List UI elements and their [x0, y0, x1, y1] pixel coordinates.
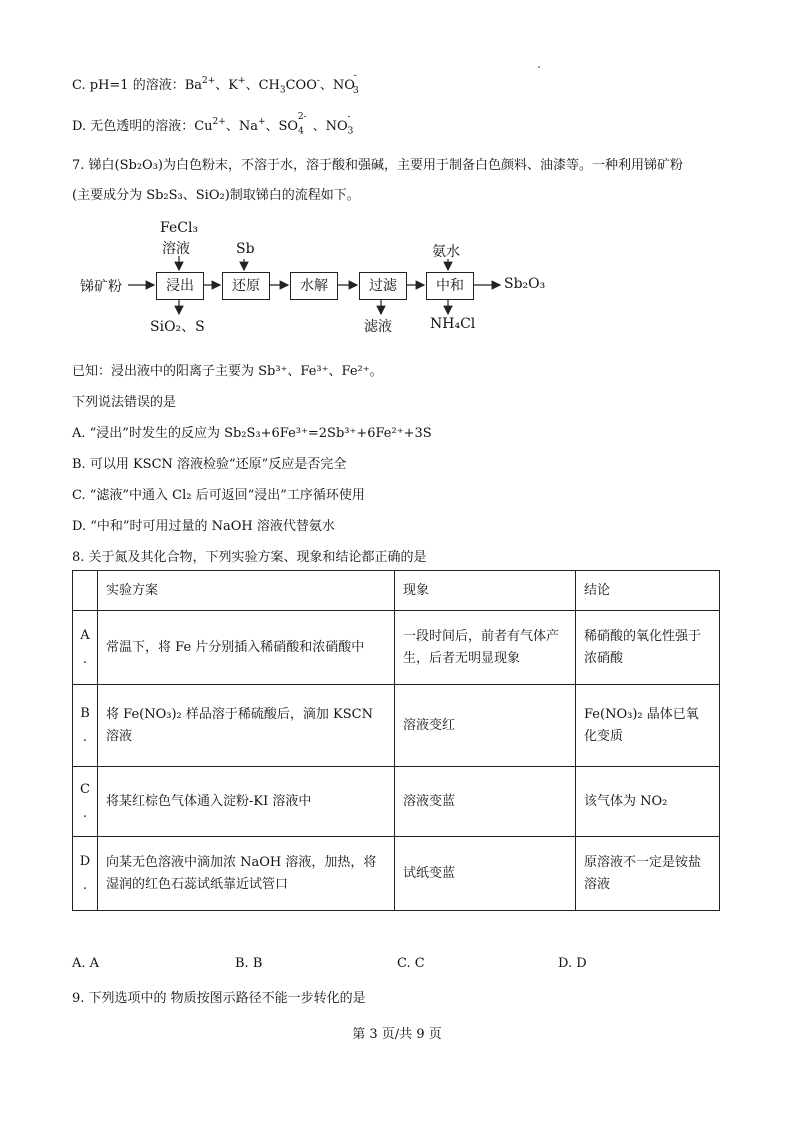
- q6-option-c: C. pH=1 的溶液：$Ba^{2+}$、K+、$CH_3COO^-$、$NO_3^-$: [72, 70, 359, 96]
- table-row: [73, 837, 720, 911]
- q7-stem-line1: 7. 锑白(Sb₂O₃)为白色粉末，不溶于水，溶于酸和强碱，主要用于制备白色颜料、油漆等。一种利用锑矿粉: [72, 158, 683, 173]
- q8-answer-b: B. B: [235, 956, 263, 971]
- q7-option-c: C. “滤液”中通入 Cl₂ 后可返回“浸出”工序循环使用: [72, 488, 365, 503]
- table-header-label: [73, 571, 98, 611]
- row-plan: 向某无色溶液中滴加浓 NaOH 溶液，加热，将湿润的红色石蕊试纸靠近试管口: [98, 837, 395, 911]
- flow-step-neutralize: 中和: [426, 272, 474, 300]
- flow-reagent-fecl3-solution: 溶液: [162, 241, 190, 257]
- q7-option-a: A. “浸出”时发生的反应为 Sb₂S₃+6Fe³⁺=2Sb³⁺+6Fe²⁺+3S: [72, 426, 432, 441]
- table-row: [73, 611, 720, 685]
- row-label: A .: [73, 611, 98, 685]
- q8-answer-c: C. C: [397, 956, 425, 971]
- row-phenomenon: 一段时间后，前者有气体产生，后者无明显现象: [395, 611, 576, 685]
- flow-step-filter: 过滤: [359, 272, 407, 300]
- row-phenomenon: 溶液变红: [395, 685, 576, 767]
- q8-answer-d: D. D: [558, 956, 587, 971]
- q7-stem-line2: (主要成分为 Sb₂S₃、SiO₂)制取锑白的流程如下。: [72, 188, 360, 203]
- row-phenomenon: 试纸变蓝: [395, 837, 576, 911]
- row-conclusion: 原溶液不一定是铵盐溶液: [576, 837, 720, 911]
- row-plan: 将 Fe(NO₃)₂ 样品溶于稀硫酸后，滴加 KSCN 溶液: [98, 685, 395, 767]
- row-plan: 将某红棕色气体通入淀粉-KI 溶液中: [98, 767, 395, 837]
- q7-option-d: D. “中和”时可用过量的 NaOH 溶液代替氨水: [72, 519, 335, 534]
- table-header-conclusion: 结论: [576, 571, 720, 611]
- flow-output: Sb₂O₃: [504, 276, 546, 292]
- q7-ask: 下列说法错误的是: [72, 395, 177, 410]
- table-header-phenomenon: 现象: [395, 571, 576, 611]
- row-conclusion: Fe(NO₃)₂ 晶体已氧化变质: [576, 685, 720, 767]
- table-header-plan: 实验方案: [98, 571, 395, 611]
- row-label: B .: [73, 685, 98, 767]
- q7-known: 已知：浸出液中的阳离子主要为 Sb³⁺、Fe³⁺、Fe²⁺。: [72, 364, 383, 379]
- flow-step-hydrolysis: 水解: [290, 272, 338, 300]
- flow-byproduct-sio2-s: SiO₂、S: [150, 319, 205, 335]
- q9-stem: 9. 下列选项中的 物质按图示路径不能一步转化的是: [72, 991, 366, 1006]
- q8-stem: 8. 关于氮及其化合物，下列实验方案、现象和结论都正确的是: [72, 550, 427, 565]
- flow-byproduct-nh4cl: NH₄Cl: [430, 316, 476, 332]
- experiment-table: [72, 570, 720, 911]
- row-conclusion: 稀硝酸的氧化性强于浓硝酸: [576, 611, 720, 685]
- row-plan: 常温下，将 Fe 片分别插入稀硝酸和浓硝酸中: [98, 611, 395, 685]
- table-row: [73, 767, 720, 837]
- row-conclusion: 该气体为 NO₂: [576, 767, 720, 837]
- flow-step-leach: 浸出: [156, 272, 204, 300]
- flow-step-reduce: 还原: [222, 272, 270, 300]
- table-row: [73, 685, 720, 767]
- flow-byproduct-filtrate: 滤液: [364, 319, 392, 335]
- q7-option-b: B. 可以用 KSCN 溶液检验“还原”反应是否完全: [72, 457, 347, 472]
- row-phenomenon: 溶液变蓝: [395, 767, 576, 837]
- q6-option-d: D. 无色透明的溶液：$Cu^{2+}$、Na+、$SO_4^{2-}$、$NO_3^-$: [72, 111, 354, 137]
- flow-reagent-nh3: 氨水: [432, 244, 460, 260]
- flow-reagent-fecl3: FeCl₃: [160, 220, 199, 236]
- flow-reagent-sb: Sb: [236, 241, 255, 257]
- row-label: D .: [73, 837, 98, 911]
- flow-input: 锑矿粉: [80, 279, 122, 295]
- q8-answer-a: A. A: [72, 956, 100, 971]
- table-header-row: [73, 571, 720, 611]
- row-label: C .: [73, 767, 98, 837]
- page-footer: 第 3 页/共 9 页: [352, 1027, 442, 1042]
